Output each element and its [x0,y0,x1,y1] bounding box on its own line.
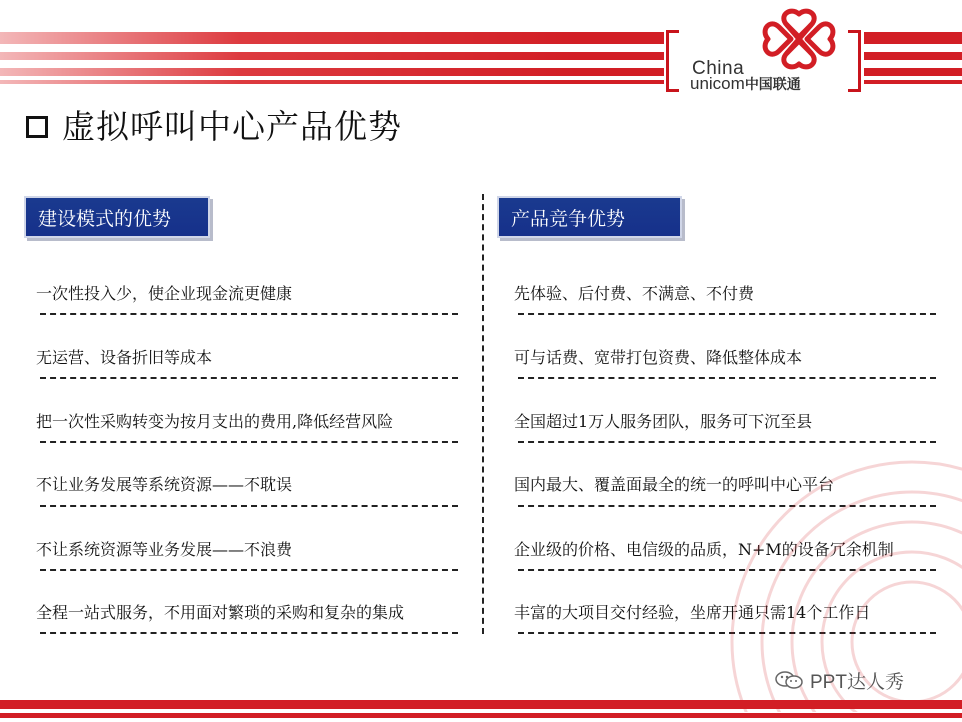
left-separator-6 [40,632,458,634]
footer-brand [774,668,904,692]
left-separator-3 [40,441,458,443]
left-item-4: 不让业务发展等系统资源——不耽误 [36,475,293,494]
left-item-2: 无运营、设备折旧等成本 [36,348,213,367]
left-item-5: 不让系统资源等业务发展——不浪费 [36,540,293,559]
footer-bar-thin [0,713,962,718]
logo-text-unicom-en: unicom [690,74,745,93]
footer-brand-text: PPT达人秀 [810,671,904,693]
logo-bracket-left [666,30,679,92]
left-separator-4 [40,505,458,507]
left-separator-5 [40,569,458,571]
right-item-2: 可与话费、宽带打包资费、降低整体成本 [514,348,803,367]
left-separator-2 [40,377,458,379]
column-divider [482,194,484,634]
left-item-6: 全程一站式服务，不用面对繁琐的采购和复杂的集成 [36,603,405,622]
right-item-4: 国内最大、覆盖面最全的统一的呼叫中心平台 [514,475,835,494]
right-item-6: 丰富的大项目交付经验，坐席开通只需14个工作日 [514,603,871,622]
logo-text-china: China [692,58,745,79]
left-item-1: 一次性投入少，使企业现金流更健康 [36,284,293,303]
right-item-5: 企业级的价格、电信级的品质，N+M的设备冗余机制 [514,540,894,559]
right-item-1: 先体验、后付费、不满意、不付费 [514,284,755,303]
page-title: 虚拟呼叫中心产品优势 [62,107,402,146]
left-column-heading: 建设模式的优势 [24,196,210,238]
left-separator-1 [40,313,458,315]
right-column-heading: 产品竞争优势 [497,196,682,238]
footer-bar [0,700,962,709]
logo-text-unicom [690,74,801,94]
left-item-3: 把一次性采购转变为按月支出的费用,降低经营风险 [36,412,394,431]
unicom-knot-icon [754,8,844,70]
right-separator-2 [518,377,936,379]
wechat-icon [774,670,804,690]
right-item-3: 全国超过1万人服务团队，服务可下沉至县 [514,412,813,431]
right-separator-1 [518,313,936,315]
logo-bracket-right [848,30,861,92]
title-bullet-square [26,116,48,138]
logo-text-cn: 中国联通 [744,77,801,93]
